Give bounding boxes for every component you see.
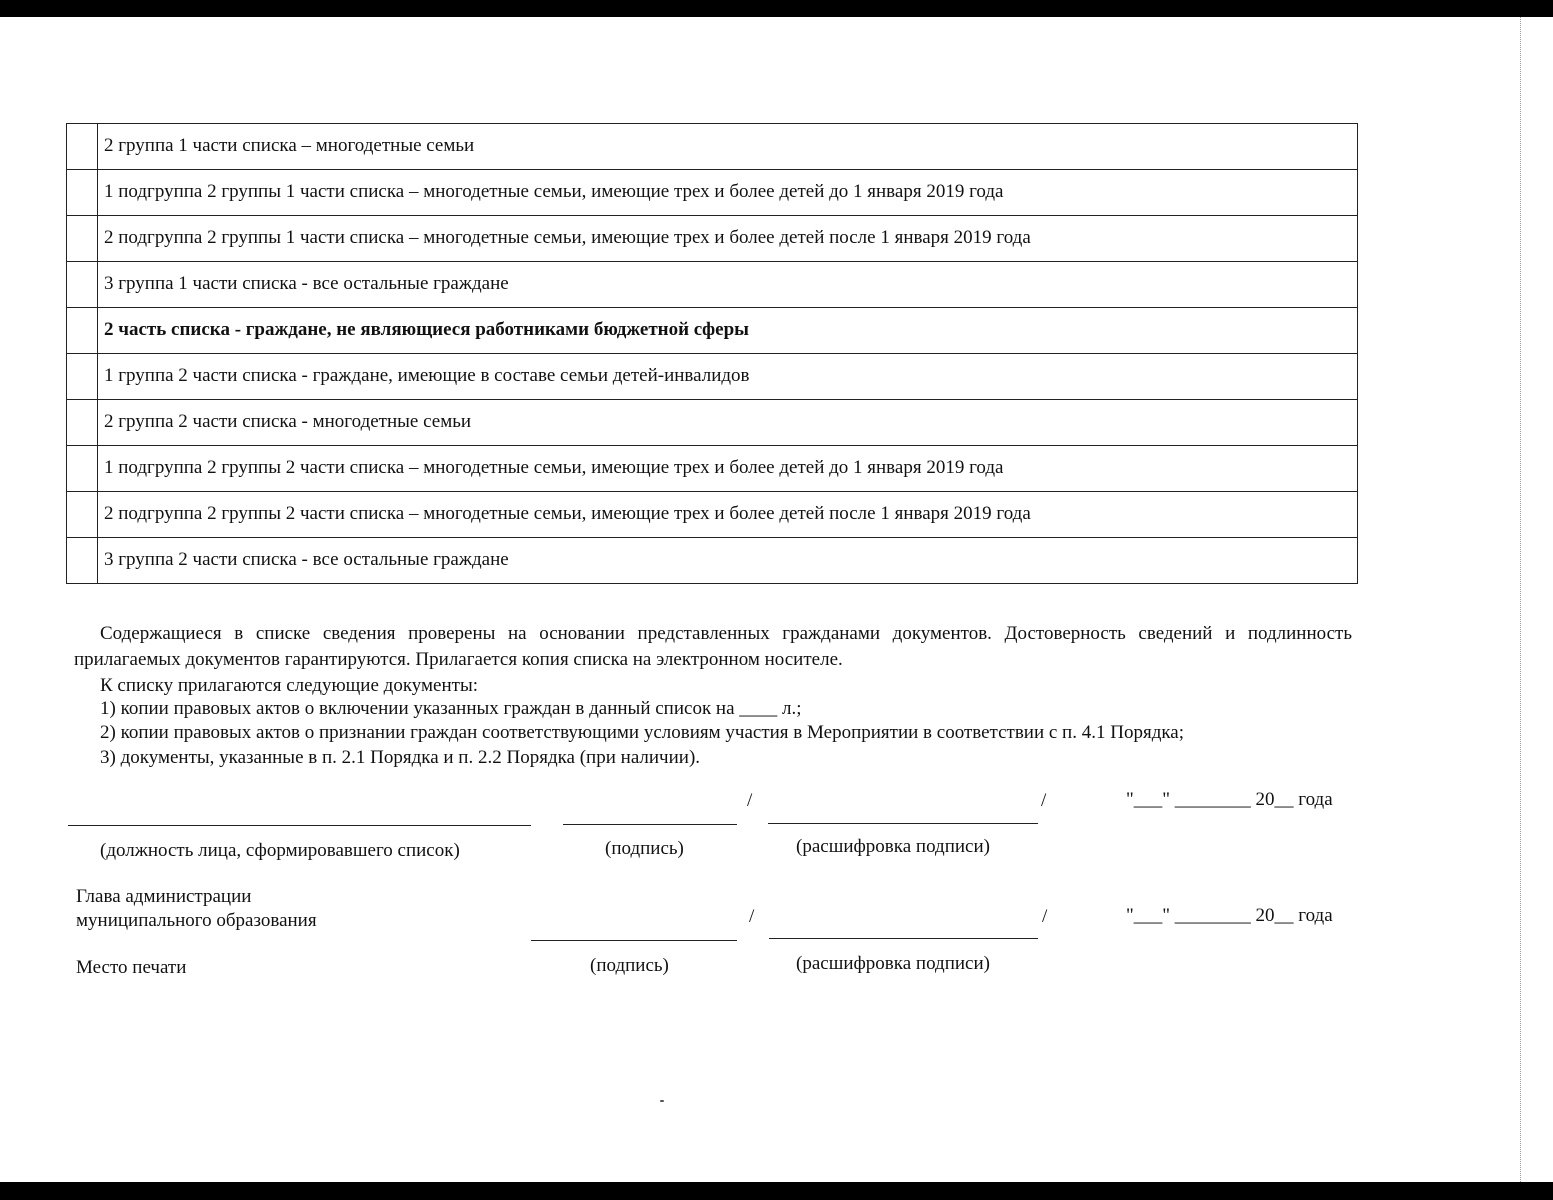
table-row <box>67 216 1358 262</box>
stamp-caption: Место печати <box>76 957 187 978</box>
row-text-cell: 2 подгруппа 2 группы 2 части списка – многодетные семьи, имеющие трех и более детей после 1 января 2019 года <box>98 492 1358 538</box>
slash-1a: / <box>747 790 753 811</box>
signature-caption-1: (подпись) <box>605 838 684 859</box>
scan-border-top <box>0 0 1553 17</box>
row-number-cell <box>67 538 98 584</box>
table-row <box>67 446 1358 492</box>
date-field-1: "___" ________ 20__ года <box>1126 789 1333 810</box>
attachment-item-2: 2) копии правовых актов о признании граждан соответствующими условиям участия в Мероприятии в соответствии с п. 4.1 Порядка; <box>100 722 1185 743</box>
row-text-cell: 1 подгруппа 2 группы 1 части списка – многодетные семьи, имеющие трех и более детей до 1 января 2019 года <box>98 170 1358 216</box>
head-title-line-2: муниципального образования <box>76 910 317 931</box>
row-text-cell: 2 подгруппа 2 группы 1 части списка – многодетные семьи, имеющие трех и более детей после 1 января 2019 года <box>98 216 1358 262</box>
row-number-cell <box>67 262 98 308</box>
table-row <box>67 492 1358 538</box>
decoding-line-2 <box>769 938 1038 939</box>
attachments-heading: К списку прилагаются следующие документы: <box>100 675 479 696</box>
row-number-cell <box>67 124 98 170</box>
groups-table <box>66 123 1358 584</box>
scan-speck <box>660 1100 664 1102</box>
row-text-cell: 2 группа 1 части списка – многодетные семьи <box>98 124 1358 170</box>
scan-page-edge <box>1520 17 1553 1182</box>
groups-table-body <box>67 124 1358 584</box>
signature-caption-2: (подпись) <box>590 955 669 976</box>
attachment-item-3: 3) документы, указанные в п. 2.1 Порядка и п. 2.2 Порядка (при наличии). <box>100 747 701 768</box>
slash-1b: / <box>1041 790 1047 811</box>
signature-line-2 <box>531 940 737 941</box>
row-number-cell <box>67 492 98 538</box>
row-number-cell <box>67 354 98 400</box>
position-line <box>68 825 531 826</box>
head-title-line-1: Глава администрации <box>76 886 252 907</box>
row-number-cell <box>67 446 98 492</box>
row-text-cell: 1 группа 2 части списка - граждане, имеющие в составе семьи детей-инвалидов <box>98 354 1358 400</box>
signature-line-1 <box>563 824 737 825</box>
row-number-cell <box>67 216 98 262</box>
table-row <box>67 262 1358 308</box>
row-number-cell <box>67 400 98 446</box>
row-text-cell: 1 подгруппа 2 группы 2 части списка – многодетные семьи, имеющие трех и более детей до 1 января 2019 года <box>98 446 1358 492</box>
verification-paragraph <box>74 621 1352 673</box>
decoding-caption-1: (расшифровка подписи) <box>796 836 990 857</box>
row-text-cell: 2 группа 2 части списка - многодетные семьи <box>98 400 1358 446</box>
table-row <box>67 170 1358 216</box>
table-row <box>67 124 1358 170</box>
row-text-cell: 2 часть списка - граждане, не являющиеся работниками бюджетной сферы <box>98 308 1358 354</box>
row-number-cell <box>67 308 98 354</box>
decoding-caption-2: (расшифровка подписи) <box>796 953 990 974</box>
table-row <box>67 354 1358 400</box>
table-row <box>67 538 1358 584</box>
position-caption: (должность лица, сформировавшего список) <box>100 840 460 861</box>
decoding-line-1 <box>768 823 1038 824</box>
slash-2b: / <box>1042 906 1048 927</box>
slash-2a: / <box>749 906 755 927</box>
row-text-cell: 3 группа 2 части списка - все остальные граждане <box>98 538 1358 584</box>
table-row <box>67 308 1358 354</box>
date-field-2: "___" ________ 20__ года <box>1126 905 1333 926</box>
table-row <box>67 400 1358 446</box>
scan-border-bottom <box>0 1182 1553 1200</box>
row-number-cell <box>67 170 98 216</box>
attachment-item-1: 1) копии правовых актов о включении указанных граждан в данный список на ____ л.; <box>100 698 802 719</box>
row-text-cell: 3 группа 1 части списка - все остальные граждане <box>98 262 1358 308</box>
verification-text: Содержащиеся в списке сведения проверены на основании представленных гражданами документов. Достоверность сведений и подлинность прилагаемых документов гарантируются. Прилагается копия списка на электронном носителе. <box>74 623 1352 670</box>
